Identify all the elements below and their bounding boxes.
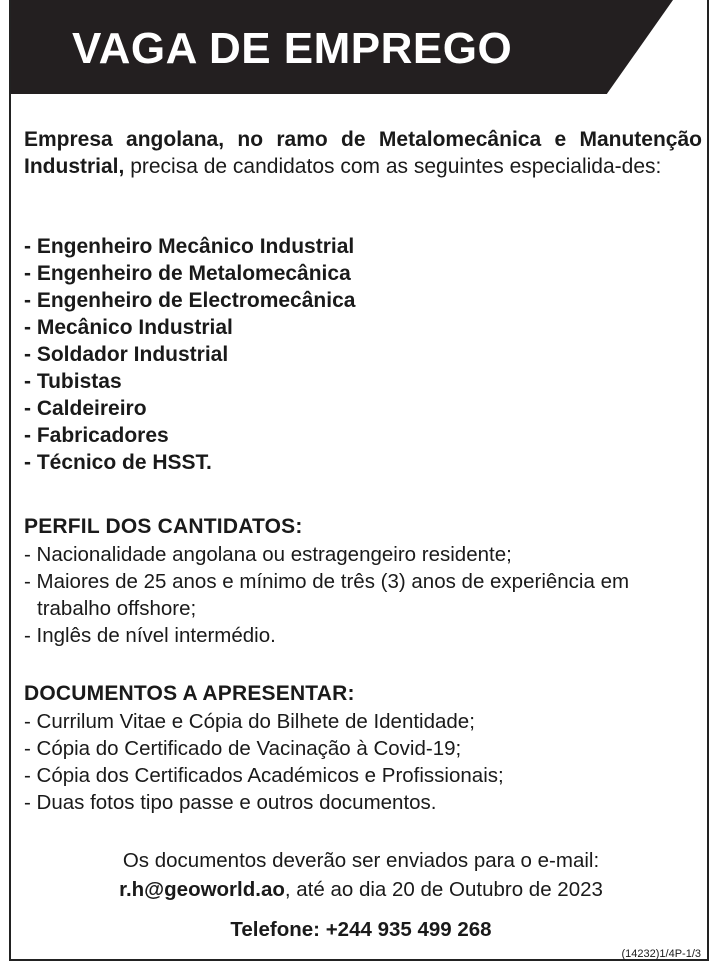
specialty-item: - Engenheiro de Metalomecânica [24,262,351,285]
specialty-item: - Soldador Industrial [24,343,229,366]
job-ad-frame [9,0,709,961]
reference-code: (14232)1/4P-1/3 [621,948,701,960]
company-description: Empresa angolana, no ramo de Metalomecânica e Manutenção [24,128,702,151]
document-item: - Cópia dos Certificados Académicos e Profissionais; [24,764,504,787]
document-item: - Cópia do Certificado de Vacinação à Covid-19; [24,737,462,760]
specialty-item: - Mecânico Industrial [24,316,233,339]
specialty-item: - Técnico de HSST. [24,451,212,474]
profile-item: - Maiores de 25 anos e mínimo de três (3) anos de experiência em trabalho offshore; [24,570,630,620]
specialty-item: - Caldeireiro [24,397,147,420]
intro-rest: precisa de candidatos com as seguintes especialida-des: [124,155,662,178]
intro-paragraph [24,126,702,180]
specialties-list [24,233,355,476]
profile-item: - Inglês de nível intermédio. [24,624,276,647]
closing-instruction: Os documentos deverão ser enviados para o e-mail: [122,849,600,872]
documents-heading: DOCUMENTOS A APRESENTAR: [24,682,355,705]
specialty-item: - Fabricadores [24,424,169,447]
company-description-cont: Industrial, [24,155,125,178]
ad-title: VAGA DE EMPREGO [72,24,513,73]
profile-list [24,541,704,649]
profile-item: - Nacionalidade angolana ou estragengeiro residente; [24,543,512,566]
closing-email-line [11,875,711,905]
specialty-item: - Tubistas [24,370,122,393]
deadline-text: , até ao dia 20 de Outubro de 2023 [284,878,603,901]
contact-phone: Telefone: +244 935 499 268 [230,918,492,941]
specialty-item: - Engenheiro Mecânico Industrial [24,235,355,258]
specialty-item: - Engenheiro de Electromecânica [24,289,356,312]
contact-email: r.h@geoworld.ao [119,878,285,901]
document-item: - Currilum Vitae e Cópia do Bilhete de Identidade; [24,710,475,733]
documents-list [24,708,704,816]
profile-heading: PERFIL DOS CANTIDATOS: [24,515,303,538]
document-item: - Duas fotos tipo passe e outros documentos. [24,791,437,814]
